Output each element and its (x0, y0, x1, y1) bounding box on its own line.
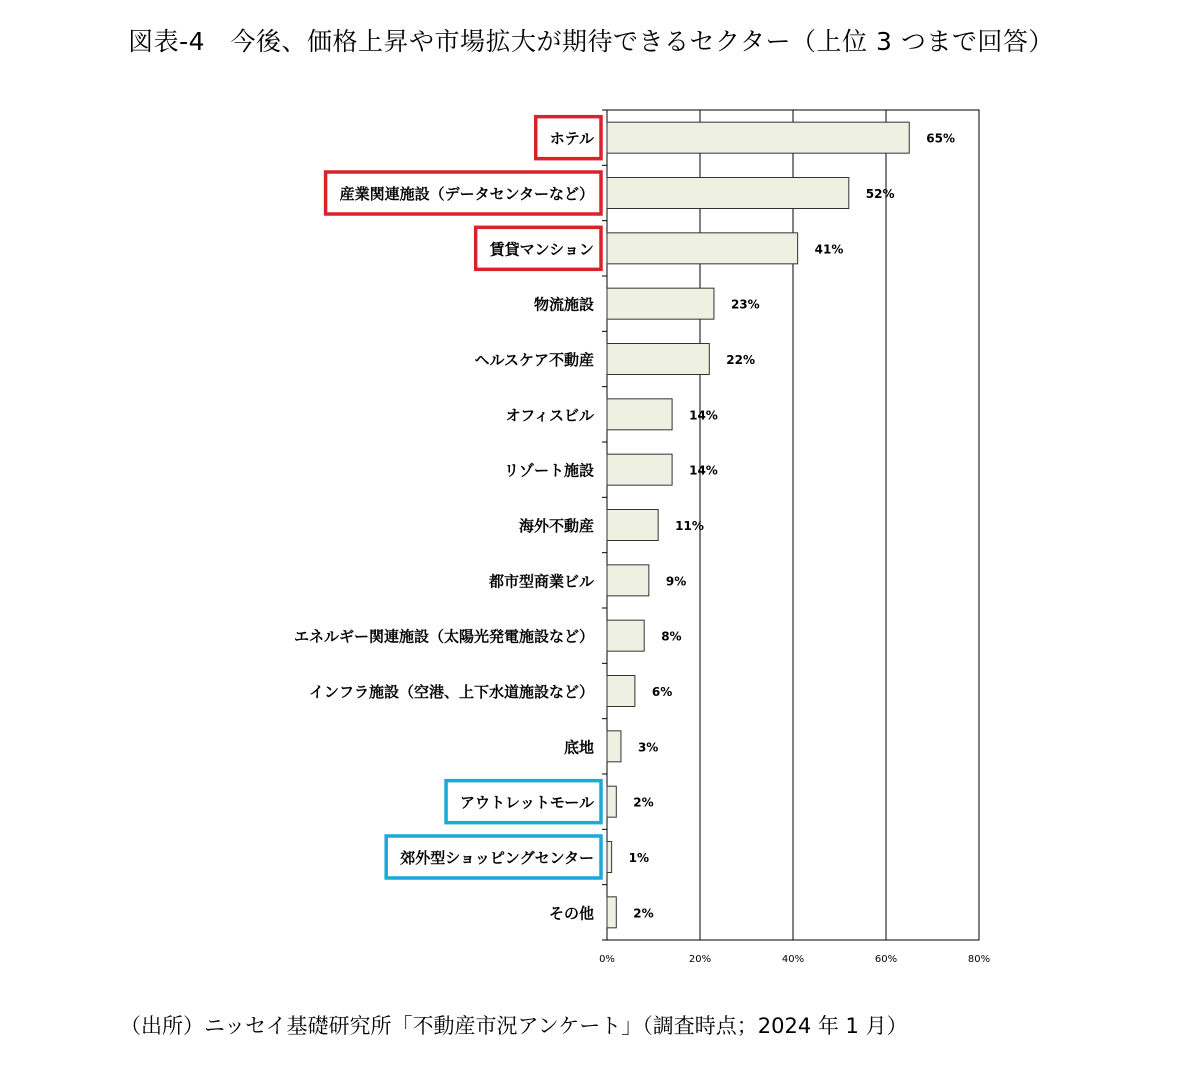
category-label: ホテル (549, 129, 594, 148)
data-label: 2% (633, 906, 654, 921)
bar (607, 178, 849, 209)
data-label: 23% (730, 297, 760, 312)
category-label: インフラ施設（空港、上下水道施設など） (308, 683, 594, 701)
source-note: （出所）ニッセイ基礎研究所「不動産市況アンケート」（調査時点；2024 年 1 月） (120, 1014, 908, 1038)
x-tick-label: 40% (781, 954, 805, 965)
bar (607, 510, 658, 541)
bar (607, 620, 644, 651)
category-label: 産業関連施設（データセンターなど） (339, 185, 594, 203)
bar (607, 786, 616, 817)
category-label: 物流施設 (533, 295, 594, 314)
bar (607, 122, 909, 153)
category-label: 都市型商業ビル (488, 572, 594, 591)
data-label: 3% (637, 740, 659, 755)
data-label: 2% (633, 795, 654, 810)
data-label: 9% (665, 574, 687, 589)
data-label: 14% (689, 408, 718, 423)
bar (607, 344, 709, 375)
bar (607, 842, 612, 873)
bar (607, 897, 616, 928)
data-label: 65% (926, 131, 955, 146)
bar (607, 454, 672, 485)
data-label: 6% (651, 685, 673, 699)
category-label: その他 (548, 904, 594, 923)
data-label: 52% (865, 187, 895, 201)
category-label: アウトレットモール (460, 793, 594, 812)
x-tick-label: 60% (874, 954, 898, 965)
data-label: 41% (814, 242, 844, 257)
category-label: ヘルスケア不動産 (474, 351, 594, 369)
bar (607, 399, 672, 430)
category-label: オフィスビル (505, 406, 594, 425)
bar (607, 676, 635, 707)
data-label: 14% (689, 463, 718, 478)
data-label: 8% (661, 629, 682, 644)
category-label: 海外不動産 (518, 517, 594, 535)
x-tick-label: 0% (599, 954, 615, 965)
category-label: 郊外型ショッピングセンター (400, 849, 594, 867)
category-label: 底地 (563, 738, 594, 757)
category-label: リゾート施設 (503, 461, 594, 480)
bar (607, 233, 798, 264)
data-label: 1% (628, 851, 650, 865)
x-tick-label: 20% (688, 954, 712, 965)
bar (607, 731, 621, 762)
bar (607, 288, 714, 319)
chart-title: 図表-4 今後、価格上昇や市場拡大が期待できるセクター（上位 3 つまで回答） (128, 27, 1054, 56)
bar (607, 565, 649, 596)
category-label: 賃貸マンション (489, 240, 594, 259)
data-label: 11% (675, 519, 704, 533)
category-label: エネルギー関連施設（太陽光発電施設など） (293, 627, 594, 646)
x-tick-label: 80% (967, 954, 991, 965)
data-label: 22% (726, 353, 756, 367)
